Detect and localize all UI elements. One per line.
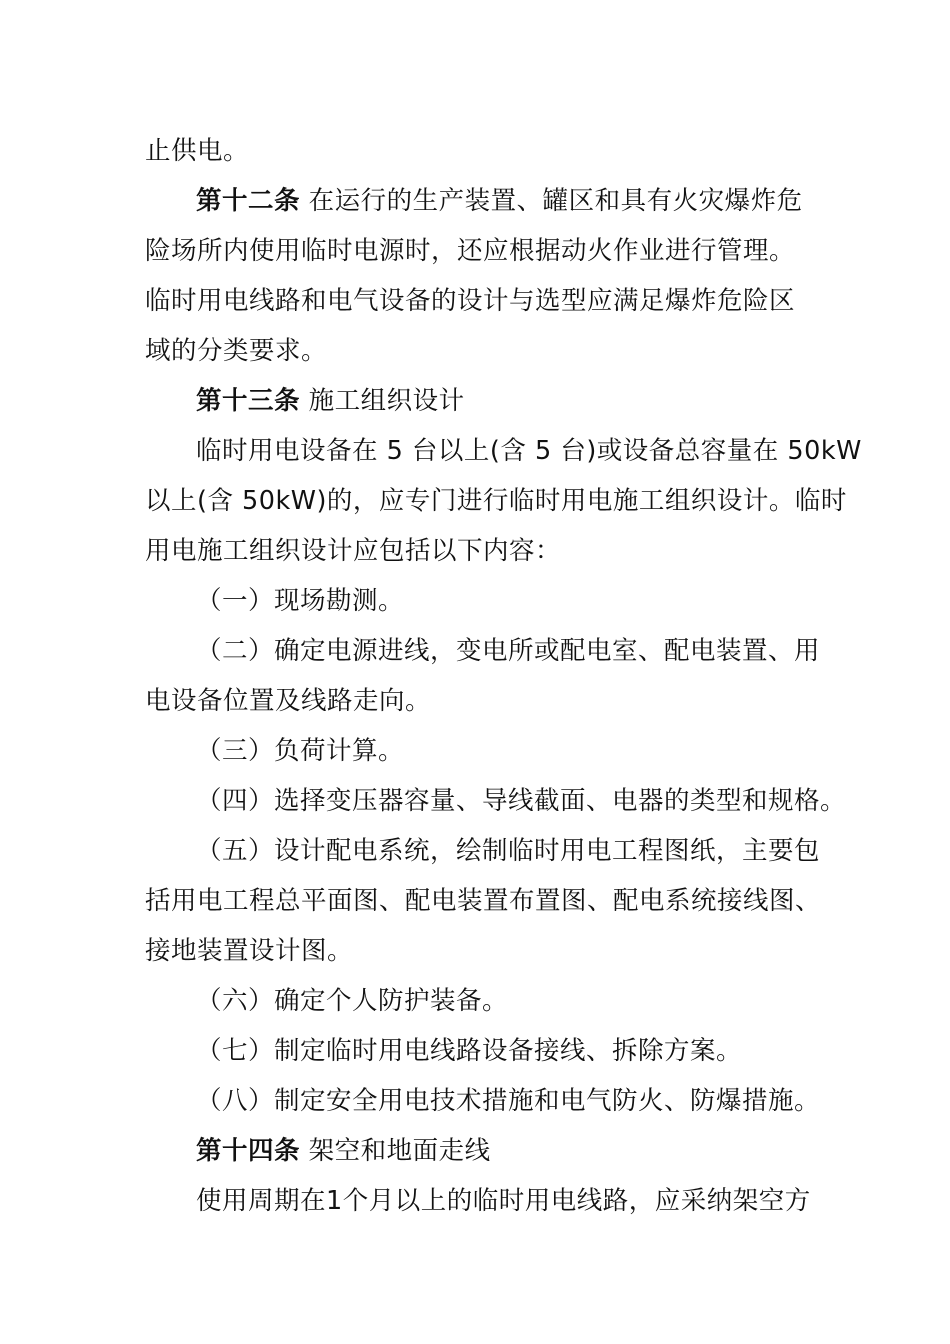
text-line: 使用周期在1个月以上的临时用电线路，应采纳架空方 — [196, 1186, 811, 1216]
list-item: （一）现场勘测。 — [196, 586, 405, 616]
list-item: （二）确定电源进线，变电所或配电室、配电装置、用 — [196, 636, 821, 666]
article-heading: 第十二条 — [196, 186, 301, 216]
text-line: 电设备位置及线路走向。 — [145, 686, 432, 716]
list-item: （八）制定安全用电技术措施和电气防火、防爆措施。 — [196, 1086, 821, 1116]
list-item: （四）选择变压器容量、导线截面、电器的类型和规格。 — [196, 786, 847, 816]
article-14-line: 第十四条 架空和地面走线 — [196, 1136, 491, 1166]
list-item: （六）确定个人防护装备。 — [196, 986, 509, 1016]
text-line: 临时用电设备在 5 台以上(含 5 台)或设备总容量在 50kW — [196, 436, 862, 466]
article-heading: 第十三条 — [196, 386, 301, 416]
text-line: 险场所内使用临时电源时，还应根据动火作业进行管理。 — [145, 236, 796, 266]
text-line: 接地装置设计图。 — [145, 936, 354, 966]
article-13-line: 第十三条 施工组织设计 — [196, 386, 465, 416]
list-item: （七）制定临时用电线路设备接线、拆除方案。 — [196, 1036, 743, 1066]
list-item: （三）负荷计算。 — [196, 736, 405, 766]
article-heading: 第十四条 — [196, 1136, 301, 1166]
text-line: 止供电。 — [145, 136, 250, 166]
text-line: 临时用电线路和电气设备的设计与选型应满足爆炸危险区 — [145, 286, 796, 316]
article-12-line: 第十二条 在运行的生产装置、罐区和具有火灾爆炸危 — [196, 186, 803, 216]
text-line: 用电施工组织设计应包括以下内容： — [145, 536, 562, 566]
list-item: （五）设计配电系统，绘制临时用电工程图纸，主要包 — [196, 836, 821, 866]
text-line: 域的分类要求。 — [145, 336, 328, 366]
text-line: 括用电工程总平面图、配电装置布置图、配电系统接线图、 — [145, 886, 822, 916]
text-line: 以上(含 50kW)的，应专门进行临时用电施工组织设计。临时 — [145, 486, 847, 516]
